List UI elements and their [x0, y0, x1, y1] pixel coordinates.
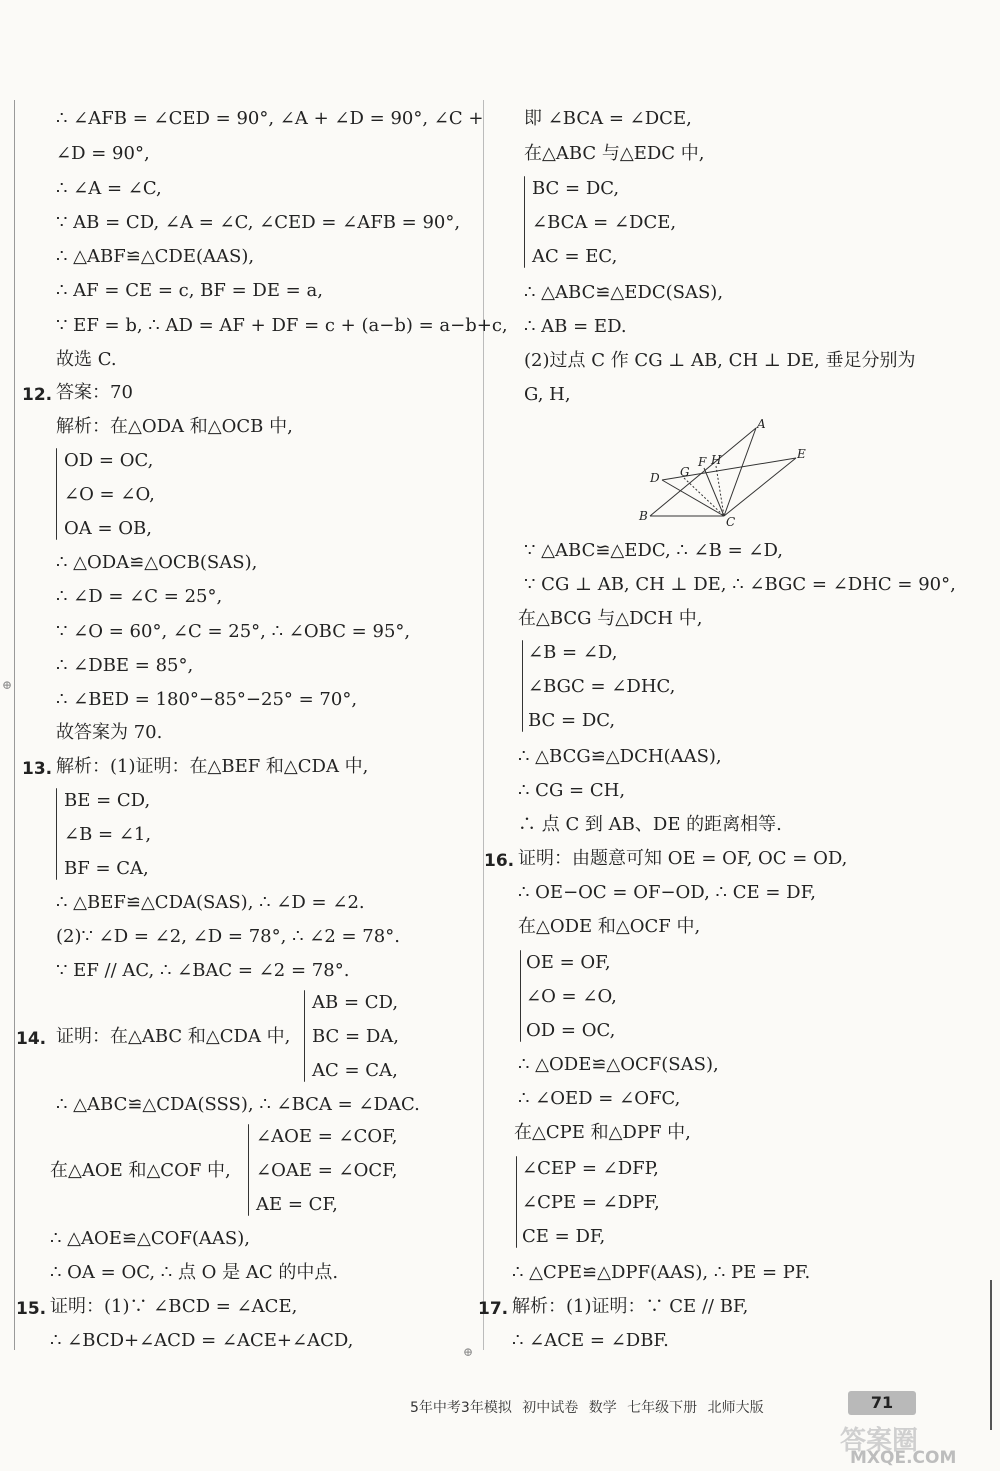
text-line: 证明：由题意可知 OE = OF, OC = OD,: [518, 848, 848, 869]
text-line: OE = OF,: [526, 952, 611, 973]
binding-mark: ⊕: [463, 1345, 474, 1359]
equation-brace: [248, 1124, 249, 1216]
text-line: ∠CEP = ∠DFP,: [522, 1158, 659, 1179]
label-a: A: [757, 417, 766, 431]
text-line: ∴ △ODA≌△OCB(SAS),: [56, 552, 258, 573]
text-line: BE = CD,: [64, 790, 151, 811]
text-line: BC = DC,: [528, 710, 616, 731]
text-line: 故选 C.: [56, 349, 117, 370]
text-line: ∠O = ∠O,: [526, 986, 617, 1007]
text-line: ∴ AB = ED.: [524, 316, 627, 337]
text-line: OA = OB,: [64, 518, 152, 539]
text-line: BC = DC,: [532, 178, 620, 199]
text-line: 即 ∠BCA = ∠DCE,: [524, 108, 692, 129]
text-line: ∴ ∠BCD+∠ACD = ∠ACE+∠ACD,: [50, 1330, 354, 1351]
equation-brace: [516, 1156, 517, 1248]
text-line: ∴ 点 C 到 AB、DE 的距离相等.: [518, 814, 782, 835]
text-line: ∴ △ABC≌△EDC(SAS),: [524, 282, 724, 303]
question-number: 16.: [484, 851, 515, 871]
label-b: B: [639, 509, 648, 523]
text-line: ∵ EF // AC, ∴ ∠BAC = ∠2 = 78°.: [56, 960, 350, 981]
question-number: 13.: [22, 759, 53, 779]
text-line: ∠D = 90°,: [56, 143, 150, 164]
text-line: 答案：70: [56, 382, 133, 403]
text-line: AE = CF,: [256, 1194, 338, 1215]
text-line: (2)∵ ∠D = ∠2, ∠D = 78°, ∴ ∠2 = 78°.: [56, 926, 400, 947]
watermark-logo: 答案圈: [840, 1426, 919, 1456]
segment-cf: [704, 468, 724, 516]
text-line: ∴ △BEF≌△CDA(SAS), ∴ ∠D = ∠2.: [56, 892, 365, 913]
text-line: 在△CPE 和△DPF 中,: [514, 1122, 691, 1143]
left-margin-rule: [14, 100, 15, 1350]
footer-book-info: 5年中考3年模拟 初中试卷 数学 七年级下册 北师大版: [410, 1400, 764, 1416]
text-line: CE = DF,: [522, 1226, 606, 1247]
text-line: ∴ ∠AFB = ∠CED = 90°, ∠A + ∠D = 90°, ∠C +: [56, 108, 484, 129]
text-line: ∵ CG ⊥ AB, CH ⊥ DE, ∴ ∠BGC = ∠DHC = 90°,: [524, 574, 956, 595]
text-line: ∴ ∠ACE = ∠DBF.: [512, 1330, 669, 1351]
text-line: ∵ △ABC≌△EDC, ∴ ∠B = ∠D,: [524, 540, 784, 561]
text-line: ∠O = ∠O,: [64, 484, 155, 505]
text-line: 解析：在△ODA 和△OCB 中,: [56, 416, 293, 437]
text-line: ∴ OA = OC, ∴ 点 O 是 AC 的中点.: [50, 1262, 339, 1283]
text-line: 证明：在△ABC 和△CDA 中,: [56, 1026, 291, 1047]
text-line: 在△AOE 和△COF 中,: [50, 1160, 231, 1181]
label-h: H: [711, 453, 722, 467]
text-line: ∵ EF = b, ∴ AD = AF + DF = c + (a−b) = a−b+c,: [56, 315, 508, 336]
question-number: 12.: [22, 385, 53, 405]
text-line: 在△ABC 与△EDC 中,: [524, 143, 705, 164]
text-line: ∴ △ODE≌△OCF(SAS),: [518, 1054, 719, 1075]
text-line: AC = EC,: [532, 246, 618, 267]
text-line: ∴ △BCG≌△DCH(AAS),: [518, 746, 722, 767]
segment-cg: [684, 478, 724, 516]
label-g: G: [680, 465, 690, 479]
question-number: 14.: [16, 1029, 47, 1049]
text-line: ∠OAE = ∠OCF,: [256, 1160, 398, 1181]
equation-brace: [304, 990, 305, 1082]
text-line: 故答案为 70.: [56, 722, 163, 743]
question-number: 15.: [16, 1299, 47, 1319]
equation-brace: [56, 788, 57, 880]
text-line: ∴ ∠OED = ∠OFC,: [518, 1088, 681, 1109]
text-line: AC = CA,: [312, 1060, 398, 1081]
text-line: ∴ △ABF≌△CDE(AAS),: [56, 246, 255, 267]
text-line: ∠B = ∠D,: [528, 642, 618, 663]
text-line: ∠AOE = ∠COF,: [256, 1126, 398, 1147]
text-line: OD = OC,: [526, 1020, 616, 1041]
text-line: BF = CA,: [64, 858, 149, 879]
text-line: ∴ OE−OC = OF−OD, ∴ CE = DF,: [518, 882, 816, 903]
text-line: ∴ △AOE≌△COF(AAS),: [50, 1228, 250, 1249]
text-line: ∵ AB = CD, ∠A = ∠C, ∠CED = ∠AFB = 90°,: [56, 212, 461, 233]
label-f: F: [698, 455, 707, 469]
watermark-url: MXQE.COM: [850, 1448, 957, 1468]
text-line: ∴ ∠A = ∠C,: [56, 178, 162, 199]
label-e: E: [797, 447, 806, 461]
label-c: C: [726, 515, 736, 529]
equation-brace: [56, 448, 57, 540]
text-line: (2)过点 C 作 CG ⊥ AB, CH ⊥ DE, 垂足分别为: [524, 350, 916, 371]
text-line: 解析：(1)证明：在△BEF 和△CDA 中,: [56, 756, 369, 777]
text-line: AB = CD,: [312, 992, 399, 1013]
text-line: OD = OC,: [64, 450, 154, 471]
text-line: ∴ ∠DBE = 85°,: [56, 655, 194, 676]
right-edge-rule: [990, 1280, 992, 1430]
segment-ch: [716, 466, 724, 516]
label-d: D: [650, 471, 660, 485]
text-line: ∠BGC = ∠DHC,: [528, 676, 676, 697]
text-line: ∴ △CPE≌△DPF(AAS), ∴ PE = PF.: [512, 1262, 811, 1283]
equation-brace: [524, 176, 525, 268]
text-line: 在△BCG 与△DCH 中,: [518, 608, 703, 629]
text-line: ∴ AF = CE = c, BF = DE = a,: [56, 280, 323, 301]
page-number-badge: 71: [848, 1391, 916, 1415]
text-line: ∴ ∠D = ∠C = 25°,: [56, 586, 223, 607]
text-line: 在△ODE 和△OCF 中,: [518, 916, 701, 937]
equation-brace: [522, 640, 523, 732]
text-line: ∠B = ∠1,: [64, 824, 152, 845]
question-number: 17.: [478, 1299, 509, 1319]
text-line: ∠BCA = ∠DCE,: [532, 212, 677, 233]
binding-mark: ⊕: [2, 678, 13, 692]
text-line: ∴ ∠BED = 180°−85°−25° = 70°,: [56, 689, 358, 710]
text-line: ∴ △ABC≌△CDA(SSS), ∴ ∠BCA = ∠DAC.: [56, 1094, 420, 1115]
text-line: ∵ ∠O = 60°, ∠C = 25°, ∴ ∠OBC = 95°,: [56, 621, 411, 642]
text-line: ∴ CG = CH,: [518, 780, 626, 801]
text-line: BC = DA,: [312, 1026, 400, 1047]
column-divider: [483, 100, 484, 1350]
text-line: 证明：(1)∵ ∠BCD = ∠ACE,: [50, 1296, 298, 1317]
geometry-figure: [636, 416, 816, 531]
equation-brace: [520, 950, 521, 1042]
text-line: G, H,: [524, 384, 571, 405]
text-line: 解析：(1)证明：∵ CE // BF,: [512, 1296, 749, 1317]
text-line: ∠CPE = ∠DPF,: [522, 1192, 660, 1213]
